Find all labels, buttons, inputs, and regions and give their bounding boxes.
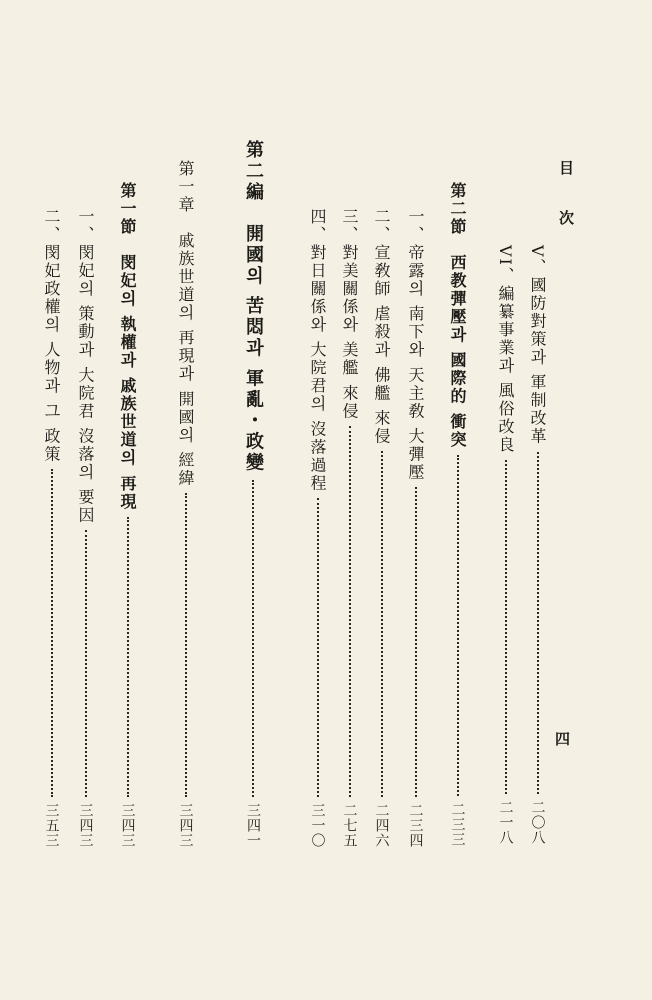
toc-section-2[interactable]	[446, 182, 469, 847]
toc-entry-text: 一、閔妃의 策動과 大院君 沒落의 要因	[76, 208, 95, 525]
toc-entry-s2-3[interactable]	[338, 208, 361, 848]
toc-entry-s2-4[interactable]	[306, 208, 329, 848]
toc-entry-text: 第一節 閔妃의 執權과 戚族世道의 再現	[118, 182, 137, 511]
leader-dots	[537, 452, 539, 794]
toc-page-number: 三四三	[77, 803, 94, 848]
toc-page-number: 二七五	[341, 803, 358, 848]
toc-entry-text: VI、編纂事業과 風俗改良	[496, 245, 515, 454]
toc-page-number: 三四一	[245, 803, 261, 848]
toc-entry-text: V、國防對策과 軍制改革	[528, 245, 547, 446]
toc-entry-v[interactable]	[526, 245, 549, 845]
toc-entry-s2-2[interactable]	[370, 208, 393, 848]
page-header-title: 目 次	[557, 160, 575, 235]
toc-page-number: 二一八	[497, 800, 514, 845]
leader-dots	[349, 426, 351, 797]
toc-entry-text: 第一章 戚族世道의 再現과 開國의 經緯	[176, 160, 195, 488]
toc-page-number: 三四三	[119, 803, 136, 848]
leader-dots	[415, 487, 417, 797]
toc-page-number: 二三三	[449, 802, 466, 847]
toc-entry-text: 第二編 開國의 苦悶과 軍亂・政變	[243, 140, 264, 474]
leader-dots	[51, 469, 53, 797]
leader-dots	[381, 451, 383, 797]
toc-entry-text: 一、帝露의 南下와 天主敎 大彈壓	[406, 208, 425, 482]
leader-dots	[505, 460, 507, 794]
toc-page-number: 二〇八	[529, 800, 546, 845]
toc-chapter-1-section-1[interactable]	[116, 182, 139, 848]
leader-dots	[317, 498, 319, 797]
toc-page-number: 二三四	[407, 803, 424, 848]
toc-chapter-1[interactable]	[174, 160, 197, 848]
page-number: 四	[555, 730, 571, 748]
toc-entry-text: 三、對美關係와 美艦 來侵	[340, 208, 359, 421]
toc-entry-c1-s1-1[interactable]	[74, 208, 97, 848]
toc-page-number: 三一〇	[309, 803, 326, 848]
toc-entry-vi[interactable]	[494, 245, 517, 845]
toc-entry-text: 二、宣敎師 虐殺과 佛艦 來侵	[372, 208, 391, 446]
toc-page-number: 二四六	[373, 803, 390, 848]
leader-dots	[457, 455, 459, 796]
toc-entry-s2-1[interactable]	[404, 208, 427, 848]
toc-entry-text: 第二節 西教彈壓과 國際的 衝突	[448, 182, 467, 450]
toc-entry-text: 二、閔妃政權의 人物과 그 政策	[42, 208, 61, 464]
leader-dots	[127, 517, 129, 797]
toc-entry-c1-s1-2[interactable]	[40, 208, 63, 848]
toc-page-number: 三四三	[177, 803, 194, 848]
toc-part-2[interactable]	[240, 140, 266, 848]
leader-dots	[252, 480, 254, 797]
leader-dots	[185, 493, 187, 797]
leader-dots	[85, 530, 87, 797]
toc-entry-text: 四、對日關係와 大院君의 沒落過程	[308, 208, 327, 493]
toc-page-number: 三五三	[43, 803, 60, 848]
